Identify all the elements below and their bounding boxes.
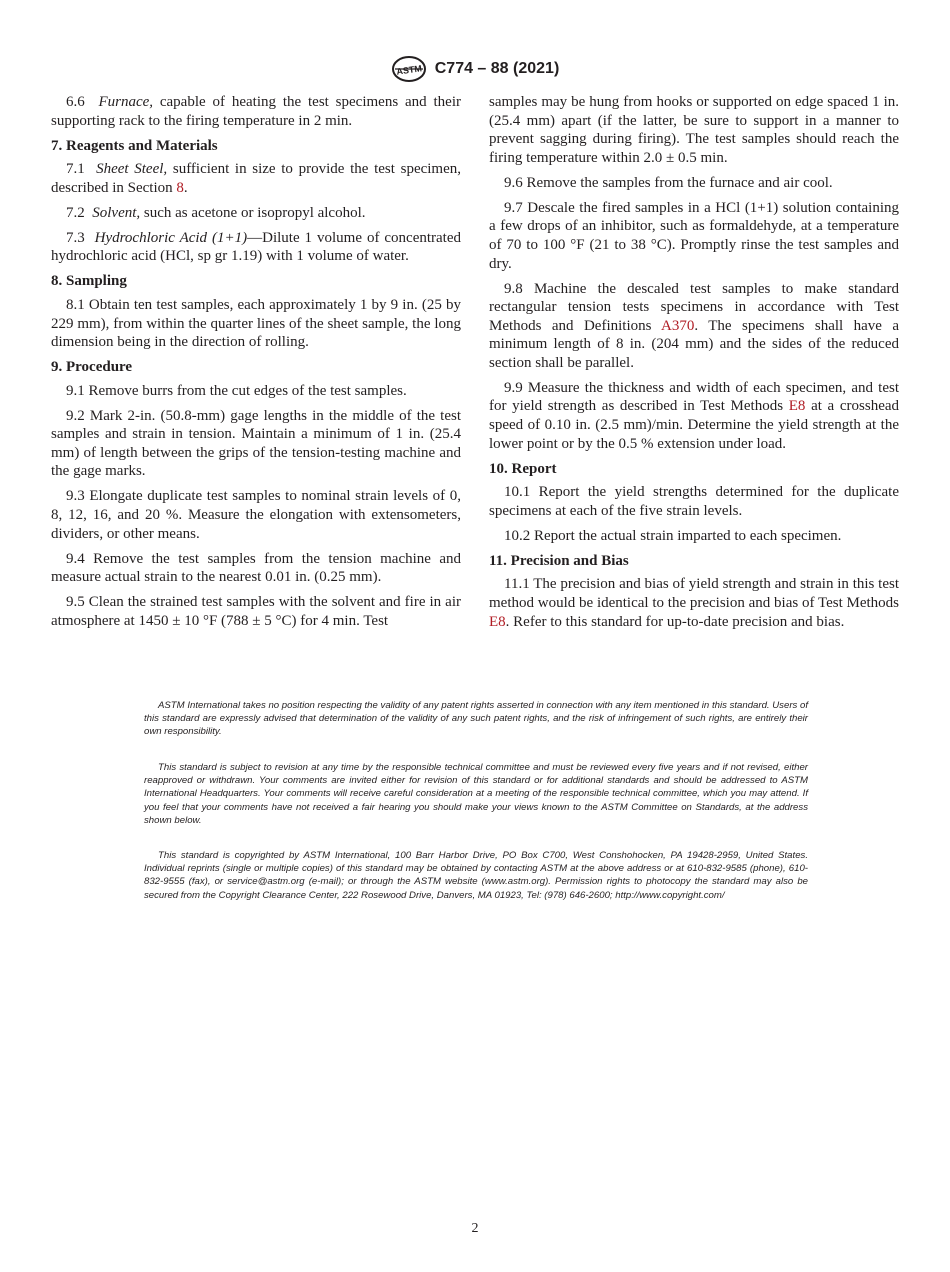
paragraph-7-1: 7.1 Sheet Steel, sufficient in size to provide the test specimen, described in Section 8. bbox=[51, 161, 462, 196]
paragraph-10-2: 10.2 Report the actual strain imparted to each specimen. bbox=[504, 527, 842, 544]
section-8-heading: 8. Sampling bbox=[51, 273, 127, 290]
astm-logo bbox=[391, 56, 427, 82]
e8-link-precision[interactable]: E8 bbox=[489, 613, 506, 630]
paragraph-10-1: 10.1 Report the yield strengths determined for the duplicate specimens at each of the five strain levels. bbox=[489, 484, 899, 519]
a370-link[interactable]: A370 bbox=[661, 317, 695, 334]
paragraph-7-2: 7.2 Solvent, such as acetone or isopropyl alcohol. bbox=[66, 204, 366, 221]
e8-link[interactable]: E8 bbox=[788, 398, 806, 415]
paragraph-9-7: 9.7 Descale the fired samples in a HCl (1+1) solution containing a few drops of an inhibitor, such as formaldehyde, at a temperature of 70 to 100 °F (21 to 38 °C). Promptly rinse the test samples and dry. bbox=[489, 199, 899, 272]
paragraph-9-6: 9.6 Remove the samples from the furnace and air cool. bbox=[504, 174, 833, 191]
section-10-heading: 10. Report bbox=[489, 460, 557, 477]
paragraph-9-1: 9.1 Remove burrs from the cut edges of the test samples. bbox=[66, 382, 407, 399]
paragraph-9-8: 9.8 Machine the descaled test samples to make standard rectangular tension tests specimens in accordance with Test Methods and Definitions A370. The specimens shall have a minimum length of 8 in. (204 mm) and the sides of the reduced section shall be parallel. bbox=[489, 280, 899, 371]
paragraph-11-1: 11.1 The precision and bias of yield strength and strain in this test method would be identical to the precision and bias of Test Methods E8. Refer to this standard for up-to-date precision and bias. bbox=[489, 576, 899, 630]
patent-notice: ASTM International takes no position respecting the validity of any patent rights asserted in connection with any item mentioned in this standard. Users of this standard are expressly advised that determination of the validity of any such patent rights, and the risk of infringement of such rights, are entirely their own responsibility. bbox=[144, 700, 808, 738]
copyright-notice: This standard is copyrighted by ASTM International, 100 Barr Harbor Drive, PO Box C700, West Conshohocken, PA 19428-2959, United States. Individual reprints (single or multiple copies) of this standard may be obtained by contacting ASTM at the above address or at 610-832-9585 (phone), 610-832-9555 (fax), or service@astm.org (e-mail); or through the ASTM website (www.astm.org). Permission rights to photocopy the standard may also be secured from the Copyright Clearance Center, 222 Rosewood Drive, Danvers, MA 01923, Tel: (978) 646-2600; http://www.copyright.com/ bbox=[144, 850, 808, 901]
left-column bbox=[51, 93, 461, 637]
right-column bbox=[489, 93, 899, 638]
page-number: 2 bbox=[471, 1221, 479, 1236]
paragraph-8-1: 8.1 Obtain ten test samples, each approximately 1 by 9 in. (25 by 229 mm), from within the quarter lines of the sheet sample, the long dimension being in the direction of rolling. bbox=[51, 296, 461, 351]
section-7-heading: 7. Reagents and Materials bbox=[51, 137, 218, 154]
paragraph-9-9: 9.9 Measure the thickness and width of each specimen, and test for yield strength as described in Test Methods E8 at a crosshead speed of 0.10 in. (2.5 mm)/min. Determine the yield strength at the lower point or by the 0.5 % extension under load. bbox=[489, 379, 900, 452]
paragraph-6-6: 6.6 Furnace, capable of heating the test specimens and their supporting rack to the firing temperature in 2 min. bbox=[51, 94, 461, 129]
paragraph-9-2: 9.2 Mark 2-in. (50.8-mm) gage lengths in the middle of the test samples and strain in tension. Maintain a minimum of 1 in. (25.4 mm) of length between the grips of the tension-testing machine and the gage marks. bbox=[51, 407, 461, 480]
revision-notice: This standard is subject to revision at any time by the responsible technical committee and must be reviewed every five years and if not revised, either reapproved or withdrawn. Your comments are invited either for revision of this standard or for additional standards and should be addressed to ASTM International Headquarters. Your comments will receive careful consideration at a meeting of the responsible technical committee, which you may attend. If you feel that your comments have not received a fair hearing you should make your views known to the ASTM Committee on Standards, at the address shown below. bbox=[144, 762, 808, 826]
page-header bbox=[0, 56, 950, 82]
standard-designation: C774 – 88 (2021) bbox=[434, 60, 560, 77]
section-9-heading: 9. Procedure bbox=[51, 359, 133, 376]
paragraph-9-3: 9.3 Elongate duplicate test samples to nominal strain levels of 0, 8, 12, 16, and 20 %. Measure the elongation with extensometers, dividers, or other means. bbox=[51, 488, 461, 542]
paragraph-9-5-continued: samples may be hung from hooks or supported on edge spaced 1 in. (25.4 mm) apart (if the latter, be sure to support in a manner to prevent sagging during firing). The test samples should reach the firing temperature within 2.0 ± 0.5 min. bbox=[489, 94, 899, 166]
svg-text:ASTM: ASTM bbox=[395, 63, 423, 77]
paragraph-9-5: 9.5 Clean the strained test samples with the solvent and fire in air atmosphere at 1450 ± 10 °F (788 ± 5 °C) for 4 min. Test bbox=[51, 594, 461, 629]
section-8-link[interactable]: 8 bbox=[176, 179, 184, 196]
paragraph-9-4: 9.4 Remove the test samples from the tension machine and measure actual strain to the nearest 0.01 in. (0.25 mm). bbox=[51, 550, 461, 586]
paragraph-7-3: 7.3 Hydrochloric Acid (1+1)—Dilute 1 volume of concentrated hydrochloric acid (HCl, sp gr 1.19) with 1 volume of water. bbox=[51, 229, 461, 265]
section-11-heading: 11. Precision and Bias bbox=[489, 552, 629, 569]
